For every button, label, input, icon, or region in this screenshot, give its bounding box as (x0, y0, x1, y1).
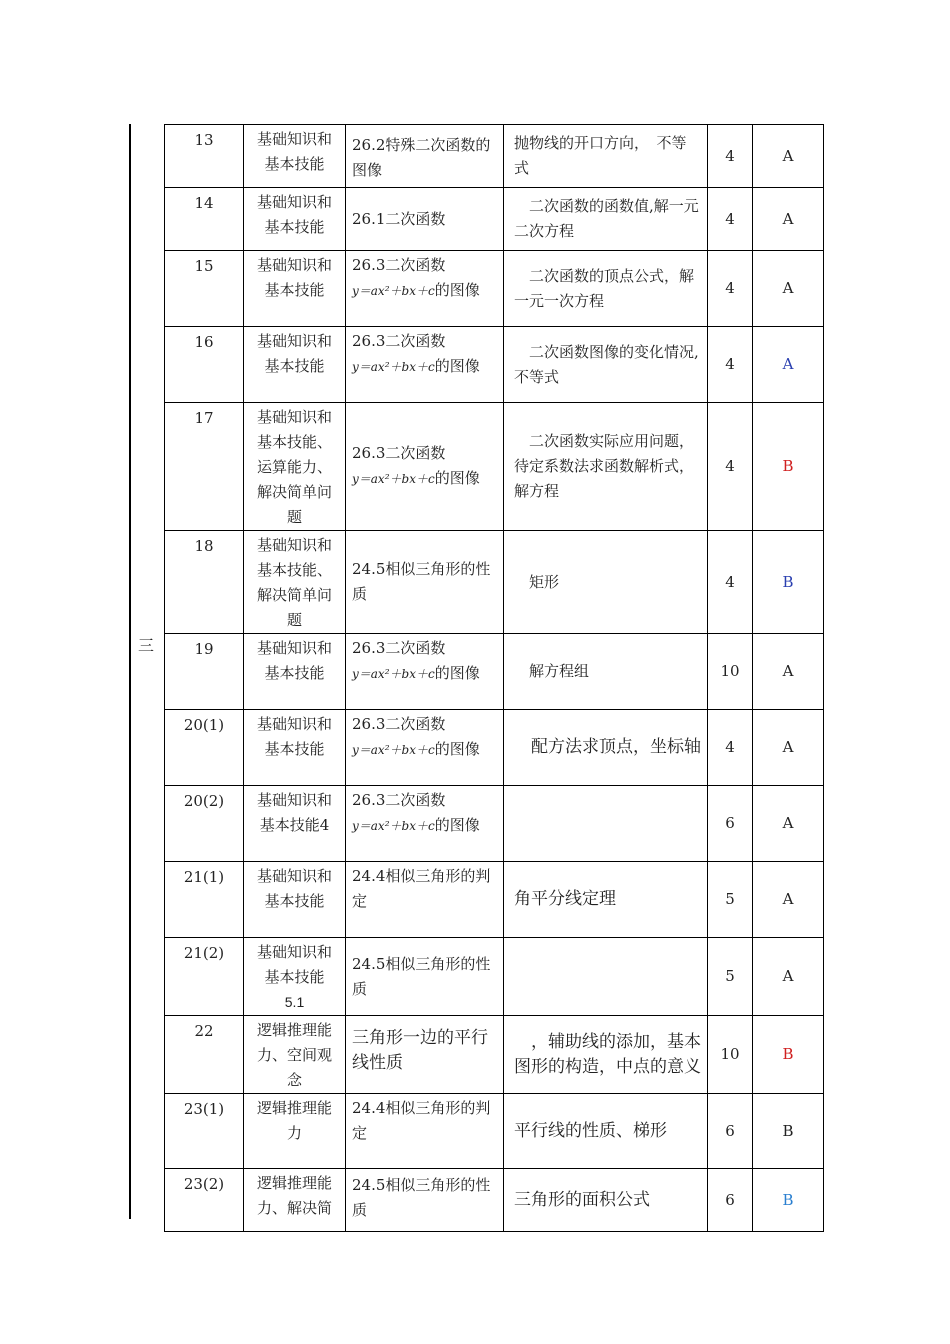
content-cell: 二次函数的顶点公式，解一元一次方程 (504, 251, 708, 327)
question-number: 14 (165, 188, 244, 251)
question-number: 19 (165, 634, 244, 710)
table-row (165, 531, 824, 634)
table-row (165, 188, 824, 251)
table-row (165, 786, 824, 862)
score-cell: 4 (708, 188, 753, 251)
content-cell: 矩形 (504, 531, 708, 634)
score-cell: 4 (708, 710, 753, 786)
score-cell: 6 (708, 1094, 753, 1169)
formula: y＝ax²＋bx＋c (352, 667, 435, 681)
table-row (165, 634, 824, 710)
table-row (165, 1016, 824, 1094)
table-row (165, 251, 824, 327)
left-margin-line (129, 124, 131, 1219)
level-cell: A (753, 251, 824, 327)
question-number: 23(1) (165, 1094, 244, 1169)
ability-cell: 逻辑推理能 力 (244, 1094, 346, 1169)
level-cell: B (753, 531, 824, 634)
content-cell: 角平分线定理 (504, 862, 708, 938)
table-row (165, 862, 824, 938)
formula: y＝ax²＋bx＋c (352, 743, 435, 757)
level-cell: A (753, 188, 824, 251)
topic-cell: 26.2特殊二次函数的图像 (346, 125, 504, 188)
level-cell: A (753, 938, 824, 1016)
question-number: 16 (165, 327, 244, 403)
level-cell: A (753, 862, 824, 938)
level-cell: A (753, 710, 824, 786)
table-row (165, 710, 824, 786)
ability-cell: 逻辑推理能 力、解决简 (244, 1169, 346, 1232)
ability-cell: 基础知识和 基本技能 (244, 710, 346, 786)
score-cell: 4 (708, 251, 753, 327)
topic-cell: 26.3二次函数 y＝ax²＋bx＋c的图像 (346, 327, 504, 403)
question-number: 22 (165, 1016, 244, 1094)
content-cell: 解方程组 (504, 634, 708, 710)
ability-cell: 基础知识和 基本技能 (244, 327, 346, 403)
exam-analysis-table (164, 124, 824, 1232)
topic-cell: 24.4相似三角形的判定 (346, 862, 504, 938)
ability-cell: 逻辑推理能 力、空间观 念 (244, 1016, 346, 1094)
content-cell: 二次函数图像的变化情况,不等式 (504, 327, 708, 403)
question-number: 17 (165, 403, 244, 531)
topic-cell: 24.5相似三角形的性质 (346, 531, 504, 634)
score-cell: 5 (708, 862, 753, 938)
level-cell: A (753, 125, 824, 188)
level-cell: A (753, 634, 824, 710)
topic-cell: 26.3二次函数 y＝ax²＋bx＋c的图像 (346, 710, 504, 786)
section-label: 三 (138, 636, 155, 655)
question-number: 13 (165, 125, 244, 188)
level-cell: B (753, 1169, 824, 1232)
ability-cell: 基础知识和 基本技能 (244, 188, 346, 251)
formula: y＝ax²＋bx＋c (352, 360, 435, 374)
question-number: 21(2) (165, 938, 244, 1016)
ability-cell: 基础知识和 基本技能、 解决简单问 题 (244, 531, 346, 634)
level-cell: A (753, 327, 824, 403)
question-number: 15 (165, 251, 244, 327)
level-cell: B (753, 1016, 824, 1094)
table-row (165, 125, 824, 188)
topic-cell: 26.3二次函数 y＝ax²＋bx＋c的图像 (346, 403, 504, 531)
content-cell: ，辅助线的添加，基本图形的构造，中点的意义 (504, 1016, 708, 1094)
question-number: 20(1) (165, 710, 244, 786)
content-cell: 二次函数的函数值,解一元二次方程 (504, 188, 708, 251)
ability-cell: 基础知识和 基本技能 (244, 862, 346, 938)
score-cell: 4 (708, 403, 753, 531)
content-cell: 平行线的性质、梯形 (504, 1094, 708, 1169)
topic-cell: 26.3二次函数 y＝ax²＋bx＋c的图像 (346, 634, 504, 710)
topic-cell: 24.5相似三角形的性质 (346, 1169, 504, 1232)
ability-cell: 基础知识和 基本技能 5.1 (244, 938, 346, 1016)
table-row (165, 327, 824, 403)
content-cell: 配方法求顶点，坐标轴 (504, 710, 708, 786)
ability-cell: 基础知识和 基本技能4 (244, 786, 346, 862)
ability-cell: 基础知识和 基本技能 (244, 251, 346, 327)
formula: y＝ax²＋bx＋c (352, 472, 435, 486)
formula: y＝ax²＋bx＋c (352, 819, 435, 833)
content-cell (504, 938, 708, 1016)
level-cell: A (753, 786, 824, 862)
topic-cell: 26.3二次函数 y＝ax²＋bx＋c的图像 (346, 786, 504, 862)
score-cell: 10 (708, 634, 753, 710)
ability-cell: 基础知识和 基本技能、 运算能力、 解决简单问 题 (244, 403, 346, 531)
score-cell: 10 (708, 1016, 753, 1094)
table-row (165, 403, 824, 531)
question-number: 21(1) (165, 862, 244, 938)
score-cell: 4 (708, 531, 753, 634)
content-cell: 三角形的面积公式 (504, 1169, 708, 1232)
score-cell: 4 (708, 327, 753, 403)
question-number: 20(2) (165, 786, 244, 862)
ability-cell: 基础知识和 基本技能 (244, 125, 346, 188)
topic-cell: 24.5相似三角形的性质 (346, 938, 504, 1016)
content-cell (504, 786, 708, 862)
score-cell: 6 (708, 1169, 753, 1232)
topic-cell: 26.1二次函数 (346, 188, 504, 251)
table-row (165, 1094, 824, 1169)
topic-cell: 三角形一边的平行线性质 (346, 1016, 504, 1094)
score-cell: 6 (708, 786, 753, 862)
table-row (165, 938, 824, 1016)
content-cell: 二次函数实际应用问题，待定系数法求函数解析式，解方程 (504, 403, 708, 531)
score-cell: 5 (708, 938, 753, 1016)
ability-cell: 基础知识和 基本技能 (244, 634, 346, 710)
level-cell: B (753, 1094, 824, 1169)
content-cell: 抛物线的开口方向， 不等式 (504, 125, 708, 188)
formula: y＝ax²＋bx＋c (352, 284, 435, 298)
score-cell: 4 (708, 125, 753, 188)
question-number: 23(2) (165, 1169, 244, 1232)
question-number: 18 (165, 531, 244, 634)
topic-cell: 26.3二次函数 y＝ax²＋bx＋c的图像 (346, 251, 504, 327)
table-row (165, 1169, 824, 1232)
level-cell: B (753, 403, 824, 531)
topic-cell: 24.4相似三角形的判定 (346, 1094, 504, 1169)
